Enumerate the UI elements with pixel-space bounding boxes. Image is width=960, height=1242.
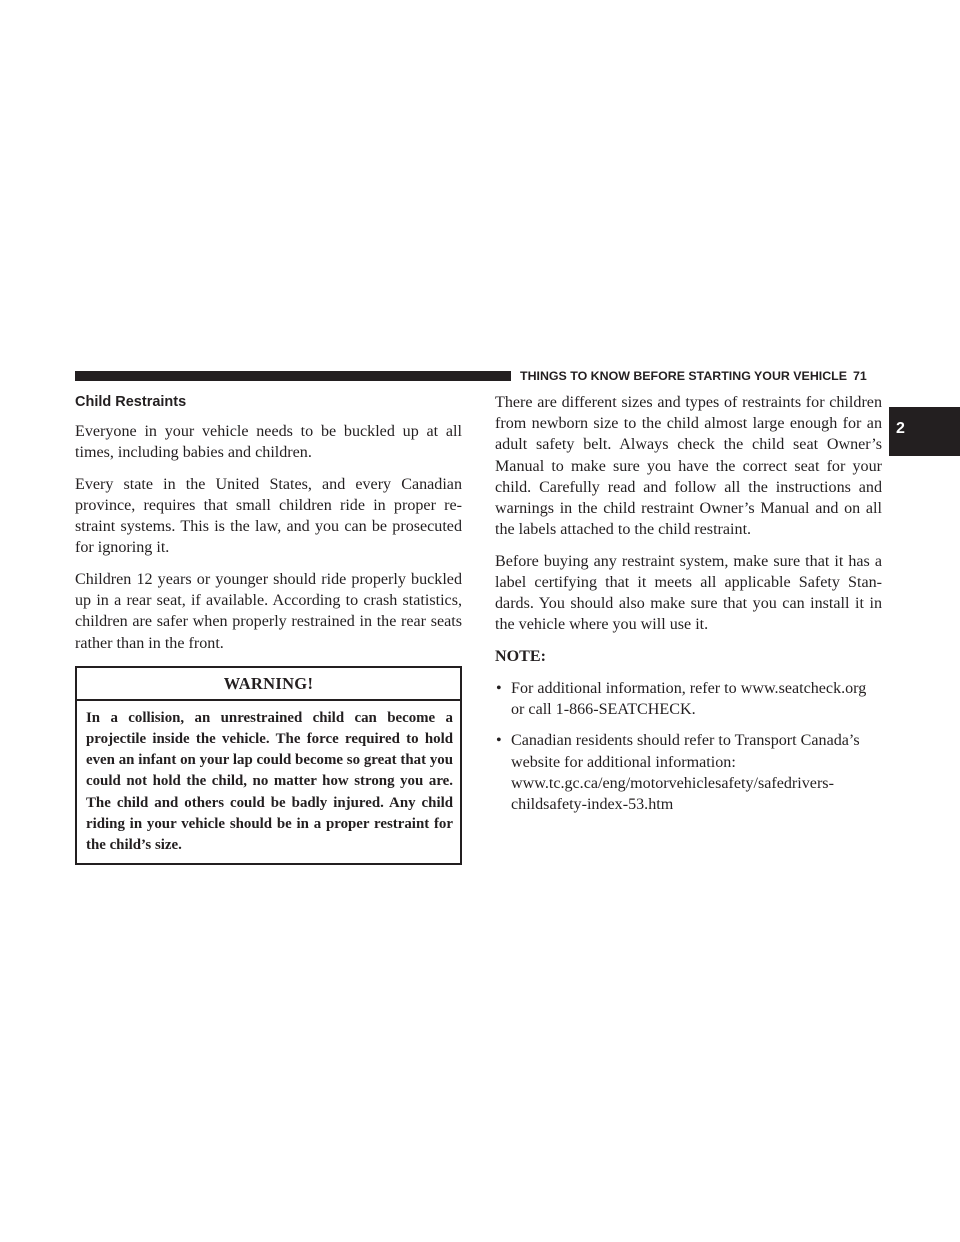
bullet-icon: • — [496, 732, 502, 750]
header-title: THINGS TO KNOW BEFORE STARTING YOUR VEHICLE — [520, 369, 847, 383]
page-number: 71 — [853, 369, 867, 383]
paragraph: Children 12 years or younger should ride properly buckled up in a rear seat, if available. According to crash statistics, children are safer when properly restrained in the rear seats rather than in the front. — [75, 571, 462, 652]
list-item-text: Canadian residents should refer to Transport Canada’s website for additional information: www.tc.gc.ca/eng/motorvehiclesafety/safedrivers-childsafety-index-53.htm — [511, 732, 860, 814]
header-rule — [75, 371, 511, 381]
list-item — [495, 678, 882, 720]
bullet-icon: • — [496, 679, 502, 697]
paragraph: Every state in the United States, and every Canadian province, requires that small children ride in proper re-straint systems. This is the law, and you can be prosecuted for ignoring it. — [75, 475, 462, 557]
right-column — [495, 392, 882, 826]
note-label: NOTE: — [495, 648, 546, 666]
list-item — [495, 730, 882, 815]
paragraph: Before buying any restraint system, make sure that it has a label certifying that it meets all applicable Safety Stan-dards. You should also make sure that you can install it in the vehicle where you will use it. — [495, 552, 882, 634]
left-column — [75, 392, 462, 865]
list-item-text: For additional information, refer to www.seatcheck.org or call 1-866-SEATCHECK. — [511, 679, 867, 718]
section-title: Child Restraints — [75, 394, 187, 410]
paragraph: Everyone in your vehicle needs to be buckled up at all times, including babies and children. — [75, 423, 462, 462]
note-list — [495, 678, 882, 816]
chapter-tab — [889, 407, 960, 456]
warning-title: WARNING! — [77, 668, 460, 701]
running-header — [520, 367, 882, 385]
warning-body: In a collision, an unrestrained child can become a projectile inside the vehicle. The force required to hold even an infant on your lap could become so great that you could not hold the child, no matter how strong you are. The child and others could be badly injured. Any child riding in your vehicle should be in a proper restraint for the child’s size. — [86, 709, 453, 854]
paragraph: There are different sizes and types of restraints for children from newborn size to the child almost large enough for an adult safety belt. Always check the child seat Owner’s Manual to make sure you have the correct seat for your child. Carefully read and follow all the instructions and warnings in the child restraint Owner’s Manual and on all the labels attached to the child restraint. — [495, 394, 882, 539]
chapter-number: 2 — [896, 420, 905, 437]
warning-box — [75, 666, 462, 865]
